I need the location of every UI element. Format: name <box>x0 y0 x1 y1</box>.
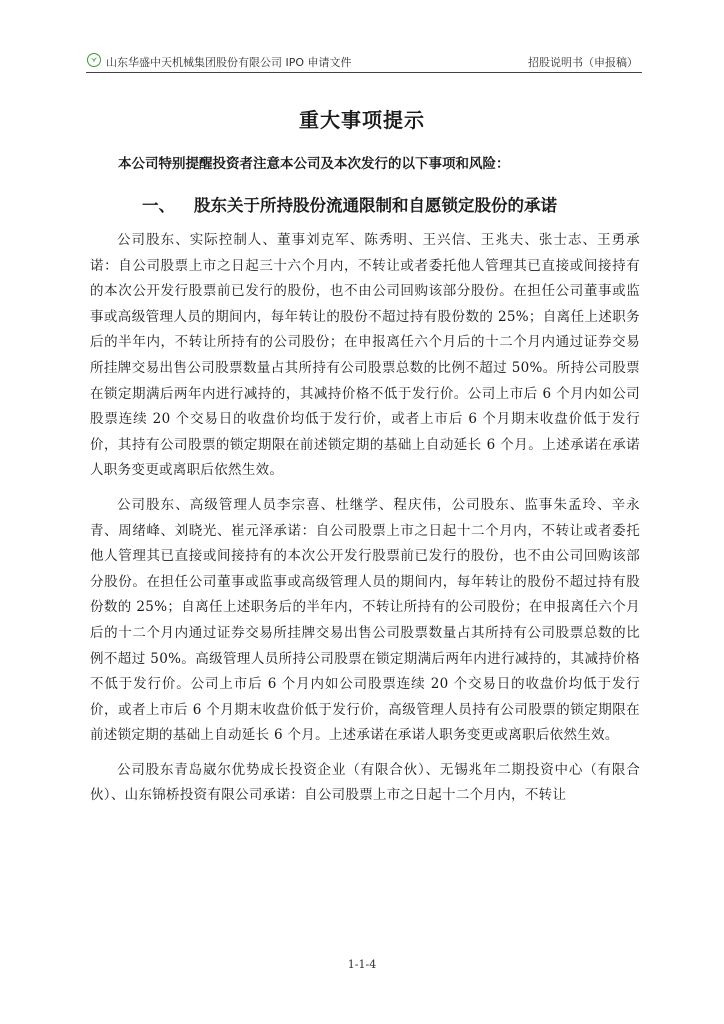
page-header <box>86 50 642 73</box>
intro-statement: 本公司特别提醒投资者注意本公司及本次发行的以下事项和风险： <box>118 156 510 172</box>
page-title: 重大事项提示 <box>299 108 425 132</box>
paragraph: 公司股东、高级管理人员李宗喜、杜继学、程庆伟，公司股东、监事朱孟玲、辛永青、周绪峰、刘晓光、崔元泽承诺：自公司股票上市之日起十二个月内，不转让或者委托他人管理其已直接或间接持有的本次公开发行股票前已发行的股份，也不由公司回购该部分股份。在担任公司董事或监事或高级管理人员的期间内，每年转让的股份不超过持有股份数的 25%；自离任上述职务后的半年内，不转让所持有的公司股份；在申报离任六个月后的十二个月内通过证券交易所挂牌交易出售公司股票数量占其所持有公司股票总数的比例不超过 50%。高级管理人员所持公司股票在锁定期满后两年内进行减持的，其减持价格不低于发行价。公司上市后 6 个月内如公司股票连续 20 个交易日的收盘价均低于发行价，或者上市后 6 个月期末收盘价低于发行价，高级管理人员持有公司股票的锁定期限在前述锁定期的基础上自动延长 6 个月。上述承诺在承诺人职务变更或离职后依然生效。 <box>90 496 640 744</box>
section-number: 一、 <box>142 196 175 215</box>
header-company-name: 山东华盛中天机械集团股份有限公司 IPO 申请文件 <box>106 56 352 69</box>
company-leaf-logo-icon <box>87 53 101 67</box>
paragraph: 公司股东、实际控制人、董事刘克军、陈秀明、王兴信、王兆夫、张士志、王勇承诺：自公司股票上市之日起三十六个月内，不转让或者委托他人管理其已直接或间接持有的本次公开发行股票前已发行的股份，也不由公司回购该部分股份。在担任公司董事或监事或高级管理人员的期间内，每年转让的股份不超过持有股份数的 25%；自离任上述职务后的半年内，不转让所持有的公司股份；在申报离任六个月后的十二个月内通过证券交易所挂牌交易出售公司股票数量占其所持有公司股票总数的比例不超过 50%。所持公司股票在锁定期满后两年内进行减持的，其减持价格不低于发行价。公司上市后 6 个月内如公司股票连续 20 个交易日的收盘价均低于发行价，或者上市后 6 个月期末收盘价低于发行价，其持有公司股票的锁定期限在前述锁定期的基础上自动延长 6 个月。上述承诺在承诺人职务变更或离职后依然生效。 <box>90 232 640 479</box>
body-text <box>90 228 640 818</box>
header-document-type: 招股说明书（申报稿） <box>528 56 638 69</box>
paragraph: 公司股东青岛崴尔优势成长投资企业（有限合伙）、无锡兆年二期投资中心（有限合伙）、山东锦桥投资有限公司承诺：自公司股票上市之日起十二个月内，不转让 <box>90 761 640 804</box>
page-number: 1-1-4 <box>347 958 377 971</box>
section-heading <box>142 192 557 216</box>
section-title: 股东关于所持股份流通限制和自愿锁定股份的承诺 <box>194 196 557 215</box>
